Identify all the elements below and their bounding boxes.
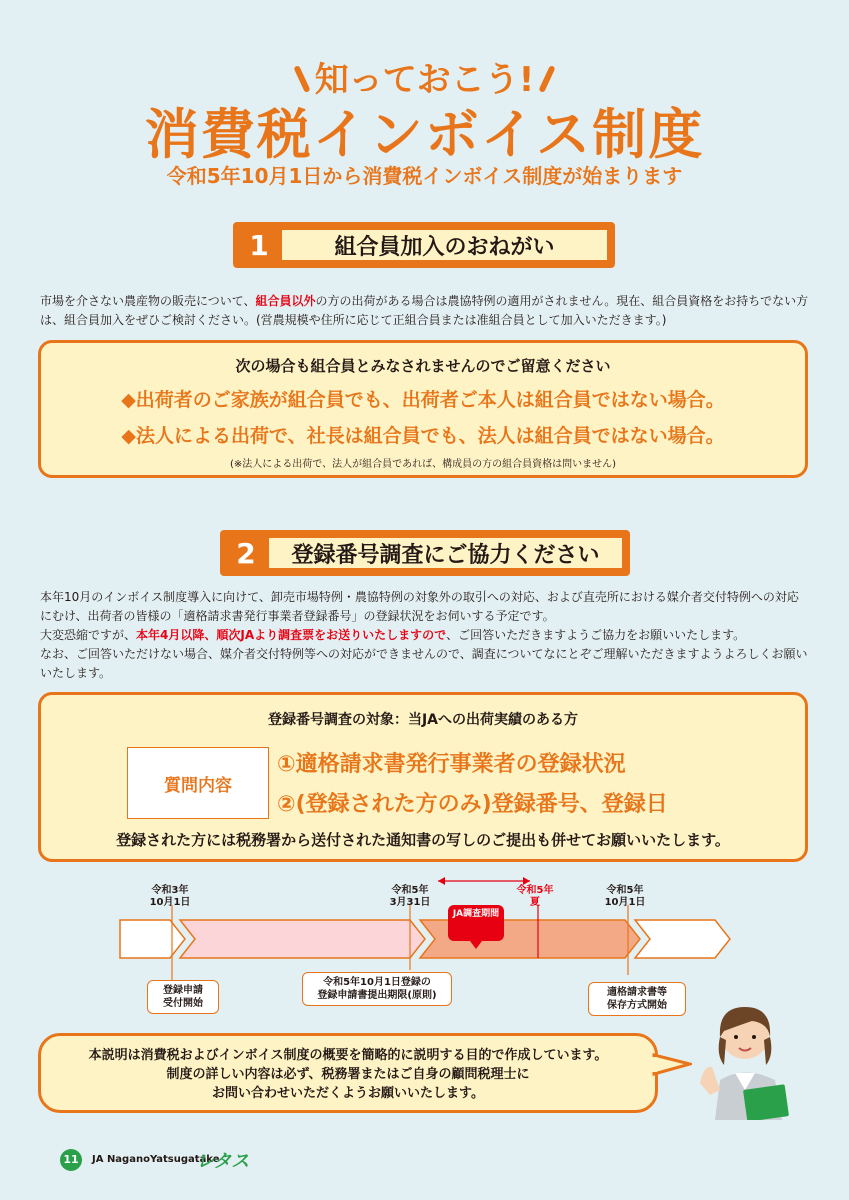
section1-notice-box [38, 340, 808, 478]
section1-paragraph: 市場を介さない農産物の販売について、組合員以外の方の出荷がある場合は農協特例の適用がされません。現在、組合員資格をお持ちでない方は、組合員加入をぜひご検討ください。(営農規模や住所に応じて正組合員または准組合員として加入いただきます。) [40, 294, 809, 327]
slash-mark [293, 65, 310, 93]
timeline-date: 令和5年 夏 [516, 885, 554, 908]
timeline-segment [180, 920, 425, 958]
page-title: 消費税インボイス制度 [144, 103, 705, 166]
notice-item: ◆法人による出荷で、社長は組合員でも、法人は組合員ではない場合。 [121, 425, 725, 447]
highlight-text: 本年4月以降、順次JAより調査票をお送りいたしますので [136, 628, 447, 642]
timeline-date: 令和5年 10月1日 [604, 885, 646, 908]
section2-title: 登録番号調査にご協力ください [269, 538, 622, 568]
timeline-callout: 適格請求書等 保存方式開始 [588, 982, 686, 1016]
timeline-callout: 令和5年10月1日登録の 登録申請書提出期限(原則) [302, 972, 452, 1006]
section1-header [233, 222, 615, 268]
kicker-text: 知っておこう! [314, 60, 535, 100]
woman-illustration-icon [690, 995, 800, 1120]
section2-header [220, 530, 630, 576]
survey-box-footer: 登録された方には税務署から送付された通知書の写しのご提出も併せてお願いいたします。 [116, 831, 730, 849]
section2-number: 2 [236, 536, 256, 570]
page-number: 11 [60, 1149, 82, 1171]
section1-title: 組合員加入のおねがい [282, 230, 607, 260]
question-item: ①適格請求書発行事業者の登録状況 [277, 752, 626, 777]
timeline-date: 令和5年 3月31日 [389, 885, 431, 908]
timeline-segment [120, 920, 185, 958]
timeline-date: 令和3年 10月1日 [149, 885, 191, 908]
disclaimer-text: 本説明は消費税およびインボイス制度の概要を簡略的に説明する目的で作成しています。 制度の詳しい内容は必ず、税務署またはご自身の顧問税理士に お問い合わせいただくようお願いいたします。 [88, 1048, 608, 1101]
highlight-text: 組合員以外 [255, 294, 316, 308]
section2-survey-box [38, 692, 808, 862]
slash-mark [539, 65, 556, 93]
section1-number: 1 [249, 228, 269, 262]
question-label-box: 質問内容 [127, 747, 269, 819]
timeline-callout: 登録申請 受付開始 [147, 980, 219, 1014]
disclaimer-bubble [38, 1033, 658, 1113]
bracket-arrow-left [438, 877, 445, 885]
section2-paragraph: 本年10月のインボイス制度導入に向けて、卸売市場特例・農協特例の対象外の取引への対応、および直売所における媒介者交付特例への対応にむけ、出荷者の皆様の「適格請求書発行事業者登録番号」の登録状況をお伺いする予定です。 大変恐縮ですが、本年4月以降、順次JAより調査票をお送りいたしますので、ご回答いただきますようご協力をお願いいたします。 なお、ご回答いただけない場合、媒介者交付特例等への対応ができませんので、調査についてなにとぞご理解いただきますようよろしくお願いいたします。 [40, 590, 808, 680]
page-subtitle: 令和5年10月1日から消費税インボイス制度が始まります [166, 164, 683, 188]
ja-badge-text: JA調査期間 [452, 909, 500, 919]
notice-box-title: 次の場合も組合員とみなされませんのでご留意ください [235, 357, 611, 375]
bracket-arrow-right [523, 877, 530, 885]
survey-box-title: 登録番号調査の対象：当JAへの出荷実績のある方 [267, 712, 579, 728]
notice-item: ◆出荷者のご家族が組合員でも、出荷者ご本人は組合員ではない場合。 [121, 389, 725, 411]
timeline-segment [635, 920, 730, 958]
footer-org: JA NaganoYatsugatake [92, 1154, 220, 1165]
footer-brand-logo: レタス [196, 1151, 250, 1172]
bubble-tail [652, 1050, 692, 1080]
question-item: ②(登録された方のみ)登録番号、登録日 [277, 792, 668, 817]
notice-box-note: (※法人による出荷で、法人が組合員であれば、構成員の方の組合員資格は問いません) [230, 459, 616, 470]
